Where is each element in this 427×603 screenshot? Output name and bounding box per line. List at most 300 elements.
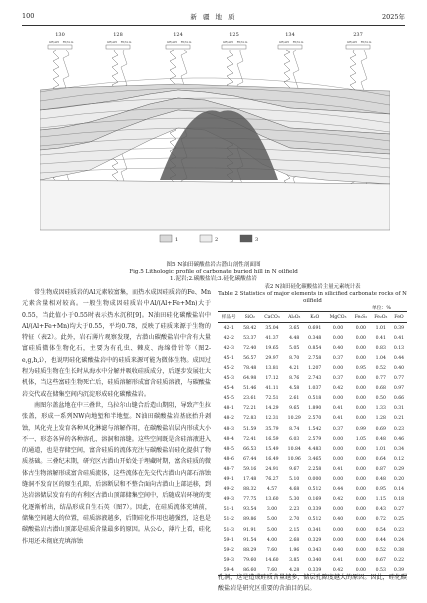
table-cell: 10.29 [287,416,301,422]
table-cell: 48-1 [223,406,234,412]
table-cell: 17.12 [265,376,279,382]
table-row [218,374,407,384]
table-cell: 0.44 [375,537,386,543]
table-cell: 3.00 [266,507,278,513]
table-cell: 49-3 [223,497,234,503]
log-track-header [166,45,190,49]
table-cell: 8.76 [289,376,300,382]
table-cell: 0.52 [375,366,386,372]
table-cell: 0.00 [355,487,366,493]
log-track-header [106,45,130,49]
table-cell: 0.00 [355,537,366,543]
table-row [218,333,407,343]
table-cell: 19.65 [265,345,279,351]
table-cell: 4.28 [289,567,300,573]
log-track-header [346,45,370,49]
table-cell: 0.00 [355,477,366,483]
table-cell: 45-1 [223,355,234,361]
table-cell: 0.18 [393,497,405,503]
table-cell: 0.00 [355,557,366,563]
well-label: 134 [285,32,295,38]
table-cell: 0.37 [332,426,344,432]
table-cell: 2.570 [308,416,322,422]
log-track-header [278,45,302,49]
table-cell: 0.41 [332,466,344,472]
table-cell: 66.53 [243,446,257,452]
table-cell: 51.46 [243,386,257,392]
well-label: 125 [229,32,239,38]
table-cell: 0.00 [355,497,366,503]
table-cell: 72.21 [243,406,257,412]
table-cell: 12.31 [265,416,279,422]
table-cell: 42-2 [223,335,234,341]
table-row [218,363,407,373]
journal-year: 2025年 [381,13,405,21]
table-cell: 0.69 [375,426,386,432]
table-cell: 0.48 [375,436,386,442]
table-row [218,424,407,434]
table-cell: 3.465 [308,456,322,462]
table-cell: 0.339 [308,507,322,513]
table-cell: 0.00 [332,335,344,341]
table-cell: 0.52 [375,547,386,553]
table-cell: 0.48 [375,477,386,483]
table-cell: 23.61 [243,396,257,402]
table-cell: 0.64 [375,456,386,462]
table-cell: 0.348 [308,335,322,341]
table-cell: 1.890 [308,406,322,412]
table-cell: 10.84 [287,446,301,452]
table-cell: 0.00 [355,466,366,472]
table-cell: 0.99 [355,426,366,432]
table-header-cell: K₂O [310,314,320,320]
figure-caption-legend: 1.泥岩;2.碳酸盐岩;3.硅化碳酸盐岩 [170,276,257,282]
legend-label: 1 [175,237,179,243]
table-cell: 0.25 [393,517,405,523]
log-label-gr: GR/API [166,40,178,44]
table-cell: 0.66 [393,396,405,402]
table-cell: 0.00 [332,436,344,442]
table-cell: 0.000 [308,477,322,483]
table-cell: 0.39 [393,325,405,331]
table-cell: 0.40 [332,547,344,553]
table-row [218,475,407,485]
table-cell: 2.758 [308,355,322,361]
table-cell: 14.29 [265,406,279,412]
table-row [218,555,407,565]
table-cell: 2.15 [289,527,300,533]
well-label: 124 [173,32,183,38]
table-cell: 0.40 [332,517,344,523]
table-cell: 4.57 [266,487,278,493]
legend-label: 2 [215,237,219,243]
table-cell: 64.98 [243,376,257,382]
table-cell: 8.70 [289,355,300,361]
table-cell: 4.58 [289,386,300,392]
table-cell: 5.30 [289,497,300,503]
table-cell: 0.00 [332,396,344,402]
table-cell: 72.83 [243,416,257,422]
table-cell: 0.42 [332,567,344,573]
table-cell: 17.48 [243,477,257,483]
table-cell: 0.00 [355,527,366,533]
log-label-rt: RT/Ω·m [236,40,248,44]
table-cell: 0.23 [393,426,405,432]
table-cell: 59-2 [223,547,234,553]
table-cell: 15.49 [265,446,279,452]
table-cell: 0.44 [393,355,405,361]
table-row [218,505,407,515]
table-cell: 1.037 [308,386,322,392]
table-header-cell: Fe₂O₃ [374,314,388,320]
table-row [218,394,407,404]
log-track-header [48,45,72,49]
table-cell: 0.20 [393,477,405,483]
table-cell: 1.15 [375,497,386,503]
log-label-gr: GR/API [106,40,118,44]
table-cell: 0.329 [308,537,322,543]
legend-swatch [200,235,212,242]
table-cell: 0.512 [308,517,322,523]
well-label: 128 [113,32,123,38]
table-row [218,384,407,394]
log-label-gr: GR/API [222,40,234,44]
table-row [218,404,407,414]
table-cell: 45-4 [223,386,234,392]
lithologic-profile-figure [40,30,390,255]
table-cell: 0.38 [393,547,405,553]
table-cell: 93.54 [243,507,257,513]
page-number: 100 [22,12,35,20]
table-cell: 0.00 [332,456,344,462]
table-cell: 8.74 [289,426,300,432]
table-cell: 53.37 [243,335,257,341]
table-row [218,343,407,353]
table-cell: 0.00 [355,446,366,452]
table-header-cell: SiO₂ [244,314,255,320]
paragraph: 南图尔盖盆地在中三叠世，乌拉尔山缝合后造山期阻，导致产生拉张盖，形成一系列NW向地堑和半地堑。N油田碳酸盐岩基底抬升剥蚀，风化壳上发育各种风化淋滤与溶解作用，在碳酸盐岩层内形成大小不一、形态各异的各种溶孔、溶洞和溶缝。这些空间既是含硅溶液进入的通道，也是存储空间，富含硅质的流体充注与碳酸盐岩硅化提供了物质基础。三叠纪末期，研究区古潜山开始处于埋藏时期，富含硅质的微体古生物溶解形成富含硅质流体，这些流体在先交代古潜山内部石溶蚀缝洞不发育区的原生孔隙，后溶断层和不整合面向古潜山上部运移，到达岩溶储层发育有的有利区古潜山顶部储集空间中，后随成岩环境的变化逐渐析出，结晶形成自生石英（图7）。因此，在硅质流体充填前，储集空间越大的位置，硅质溶液越多，后期硅化作用也越强烈，这也是碳酸盐岩古潜山顶部是硅质含量最多的原因。从公心，薄片上看，硅化作用还未彻底充填溶蚀 [22,401,211,545]
table-cell: 0.339 [308,567,322,573]
table-cell: 7.60 [266,547,278,553]
table-cell: 48-7 [223,466,234,472]
table-cell: 45-3 [223,376,234,382]
table-cell: 0.37 [332,355,344,361]
table-cell: 4.21 [289,366,300,372]
table-cell: 4.00 [266,537,278,543]
table-cell: 16.59 [265,436,279,442]
table-cell: 51-2 [223,517,234,523]
table-cell: 0.97 [393,386,405,392]
table-cell: 0.691 [308,325,322,331]
table-cell: 76.27 [265,477,279,483]
table-row [218,515,407,525]
table-cell: 91.54 [243,537,257,543]
table-cell: 0.95 [375,487,386,493]
table-cell: 1.05 [355,436,366,442]
table-cell: 0.00 [332,527,344,533]
table-cell: 1.33 [375,406,386,412]
table-row [218,545,407,555]
table-cell: 49-2 [223,487,234,493]
table-cell: 78.48 [243,366,257,372]
table-cell: 56.57 [243,355,257,361]
table-row [218,434,407,444]
table-cell: 67.44 [243,456,257,462]
table-cell: 0.854 [308,345,322,351]
table-cell: 0.42 [332,386,344,392]
table-cell: 5.00 [266,527,278,533]
table-cell: 0.00 [355,386,366,392]
table-cell: 0.00 [332,366,344,372]
table-cell: 7.60 [266,567,278,573]
table-cell: 86.60 [243,567,257,573]
table-cell: 0.37 [332,376,344,382]
table-caption-en: Table 2 Statistics of major elements in silicified carbonate rocks of N oilfield [218,291,407,304]
table-cell: 0.00 [355,416,366,422]
table-cell: 5.10 [289,477,300,483]
table-cell: 0.00 [355,335,366,341]
table-cell: 0.00 [355,406,366,412]
table-cell: 41.37 [265,335,279,341]
table-cell: 0.77 [393,376,405,382]
log-label-rt: RT/Ω·m [120,40,132,44]
table-cell: 89.86 [243,517,257,523]
table-cell: 0.24 [393,537,405,543]
table-cell: 6.03 [289,436,300,442]
table-cell: 79.60 [243,557,257,563]
table-cell: 0.22 [393,557,405,563]
table-cell: 72.41 [243,436,257,442]
table-cell: 0.39 [393,567,405,573]
table-cell: 88.29 [243,547,257,553]
table-cell: 0.53 [375,567,386,573]
log-label-rt: RT/Ω·m [180,40,192,44]
table-cell: 0.14 [393,487,405,493]
legend-label: 3 [255,237,259,243]
table-cell: 0.29 [393,466,405,472]
table-cell: 45-2 [223,366,234,372]
table-cell: 0.12 [393,456,405,462]
table-cell: 51.59 [243,426,257,432]
log-track-header [222,45,246,49]
table-cell: 2.258 [308,466,322,472]
table-cell: 0.343 [308,547,322,553]
well-label: 237 [353,32,363,38]
table-cell: 0.00 [355,456,366,462]
table-unit: 单位：% [372,306,391,311]
log-label-gr: GR/API [346,40,358,44]
table-row [218,495,407,505]
table-cell: 0.21 [393,416,405,422]
table-cell: 16.49 [265,456,279,462]
table-cell: 42-3 [223,345,234,351]
table-cell: 0.50 [375,396,386,402]
table-header-cell: 样品号 [221,315,236,321]
table-cell: 0.169 [308,497,322,503]
table-cell: 0.83 [375,345,386,351]
table-cell: 72.40 [243,345,257,351]
table-cell: 48-4 [223,436,234,442]
log-label-gr: GR/API [48,40,60,44]
table-cell: 0.00 [355,355,366,361]
table-cell: 1.96 [289,547,300,553]
table-cell: 91.91 [243,527,257,533]
table-cell: 0.27 [393,507,405,513]
table-cell: 0.00 [355,396,366,402]
table-cell: 0.00 [355,507,366,513]
table-cell: 9.67 [289,466,300,472]
table-row [218,353,407,363]
table-cell: 0.00 [355,325,366,331]
table-cell: 59.16 [243,466,257,472]
well-label: 130 [55,32,65,38]
paragraph: 常生物成因硅质岩的Al元素较富集，而热水成因硅质岩的Fe、Mn元素含量相对较高。一般生物成因硅质岩中Al/(Al+Fe+Mn)大于0.55，当此值小于0.55时表示热水沉积[9]。N油田硅化碳酸盐岩中Al/(Al+Fe+Mn)均大于0.55，平均0.78，反映了硅质来源于生物的特征（表2）。此外，岩石薄片观察发现，古潜山碳酸盐岩中含有大量富硅质微体生物化石，主要为有孔虫、棘皮、海绵骨针等（图2-e,g,h,i），也说明硅化碳酸盐岩中的硅质来源可能为微体生物。成因过程为硅质生物在生长时从海水中分解并吸收硅质成分，后逐步发展壮大机体，当这些富硅生物死亡后，硅质溶解形成富含硅质溶液，与碳酸盐岩交代或在储集空间内沉淀形成硅化碳酸盐岩。 [22,289,211,398]
table-cell: 0.41 [332,406,344,412]
table-cell: 0.41 [393,335,405,341]
table-cell: 2.23 [289,507,300,513]
table-cell: 1.01 [375,325,386,331]
table-cell: 0.13 [393,345,405,351]
table-cell: 59-3 [223,557,234,563]
table-cell: 0.34 [393,446,405,452]
table-cell: 0.68 [375,386,386,392]
table-header-cell: FeO [394,314,404,320]
log-label-gr: GR/API [278,40,290,44]
table-cell: 0.00 [332,477,344,483]
table-cell: 0.40 [393,366,405,372]
table-cell: 0.00 [355,345,366,351]
table-cell: 4.48 [289,335,300,341]
table-header-cell: Al₂O₃ [288,314,301,320]
table-cell: 0.00 [332,537,344,543]
table-cell: 48-3 [223,426,234,432]
table-cell: 2.743 [308,376,322,382]
table-header-cell: Fe₂S₂ [354,314,368,320]
table-cell: 48-6 [223,456,234,462]
table-cell: 0.77 [375,376,386,382]
table-cell: 35.79 [265,426,279,432]
table-cell: 0.00 [332,325,344,331]
log-label-rt: RT/Ω·m [62,40,74,44]
table-cell: 0.41 [332,557,344,563]
table-cell: 3.85 [289,557,300,563]
table-cell: 0.41 [332,416,344,422]
header-rule [22,25,405,26]
table-cell: 0.00 [332,507,344,513]
table-cell: 0.00 [355,567,366,573]
table-row [218,525,407,535]
table-cell: 2.61 [289,396,300,402]
table-cell: 0.00 [355,547,366,553]
table-cell: 45-5 [223,396,234,402]
legend-swatch [240,235,252,242]
table-cell: 1.01 [375,446,386,452]
table-cell: 0.40 [332,345,344,351]
table-cell: 2.70 [289,517,300,523]
table-cell: 14.60 [265,557,279,563]
table-row [218,323,407,334]
table-cell: 3.65 [289,325,300,331]
table-row [218,414,407,424]
table-cell: 48-5 [223,446,234,452]
table-cell: 49-1 [223,477,234,483]
table-cell: 0.31 [393,406,405,412]
table-header-cell: CaCO₃ [264,314,280,320]
table-row [218,444,407,454]
figure-caption-cn: 图5 N油田碳酸盐岩古潜山剖性剖面图 [166,262,261,268]
table-cell: 0.23 [393,527,405,533]
table-cell: 77.75 [243,497,257,503]
table-cell: 0.72 [375,517,386,523]
table-cell: 2.68 [289,537,300,543]
journal-title: 新 疆 地 质 [190,13,237,21]
table-row [218,535,407,545]
table-cell: 0.95 [355,366,366,372]
table-cell: 0.87 [375,466,386,472]
table-cell: 0.41 [375,335,386,341]
table-cell: 72.51 [265,396,279,402]
log-label-rt: RT/Ω·m [292,40,304,44]
table-cell: 0.00 [332,446,344,452]
table-cell: 0.512 [308,487,322,493]
table-cell: 0.341 [308,527,322,533]
table-cell: 1.207 [308,366,322,372]
table-cell: 13.81 [265,366,279,372]
table-cell: 0.00 [355,376,366,382]
figure-caption-en: Fig.5 Lithologic profile of carbonate buried hill in N oilfield [129,269,298,275]
table-cell: 59-1 [223,537,234,543]
table-cell: 1.04 [375,355,386,361]
table-cell: 9.65 [289,406,300,412]
table-cell: 0.340 [308,557,322,563]
table-cell: 0.44 [332,487,344,493]
table-cell: 4.483 [308,446,322,452]
table-row [218,454,407,464]
legend-swatch [160,235,172,242]
table-cell: 41.11 [265,386,279,392]
paragraph: 孔洞，这是造成硅质含量越多，储层孔隙度越大的原因。因此，硅化碳酸盐岩是研究区重要的含油目的层。 [218,574,407,593]
table-cell: 0.67 [375,557,386,563]
table-cell: 24.91 [265,466,279,472]
table-row [218,464,407,474]
table-cell: 35.04 [265,325,279,331]
table-cell: 5.05 [289,345,300,351]
table-cell: 0.42 [332,497,344,503]
table-cell: 1.28 [375,416,386,422]
page-header [22,12,405,24]
table-cell: 0.43 [375,507,386,513]
table-cell: 10.96 [287,456,301,462]
table-cell: 4.68 [289,487,300,493]
basement-layer [40,180,390,230]
table-cell: 58.42 [243,325,257,331]
table-cell: 0.00 [355,517,366,523]
right-column-text [218,572,407,595]
table-cell: 29.97 [265,355,279,361]
table-cell: 48-2 [223,416,234,422]
table-cell: 51-3 [223,527,234,533]
table-cell: 42-1 [223,325,234,331]
table-caption-cn: 表2 N油田硅化碳酸盐岩主量元素统计表 [264,284,361,290]
table-cell: 0.46 [393,436,405,442]
table-cell: 51-1 [223,507,234,513]
table-cell: 5.00 [266,517,278,523]
table-cell: 88.32 [243,487,257,493]
table-cell: 0.518 [308,396,322,402]
table-cell: 59-4 [223,567,234,573]
table-cell: 0.54 [375,527,386,533]
table-cell: 2.579 [308,436,322,442]
